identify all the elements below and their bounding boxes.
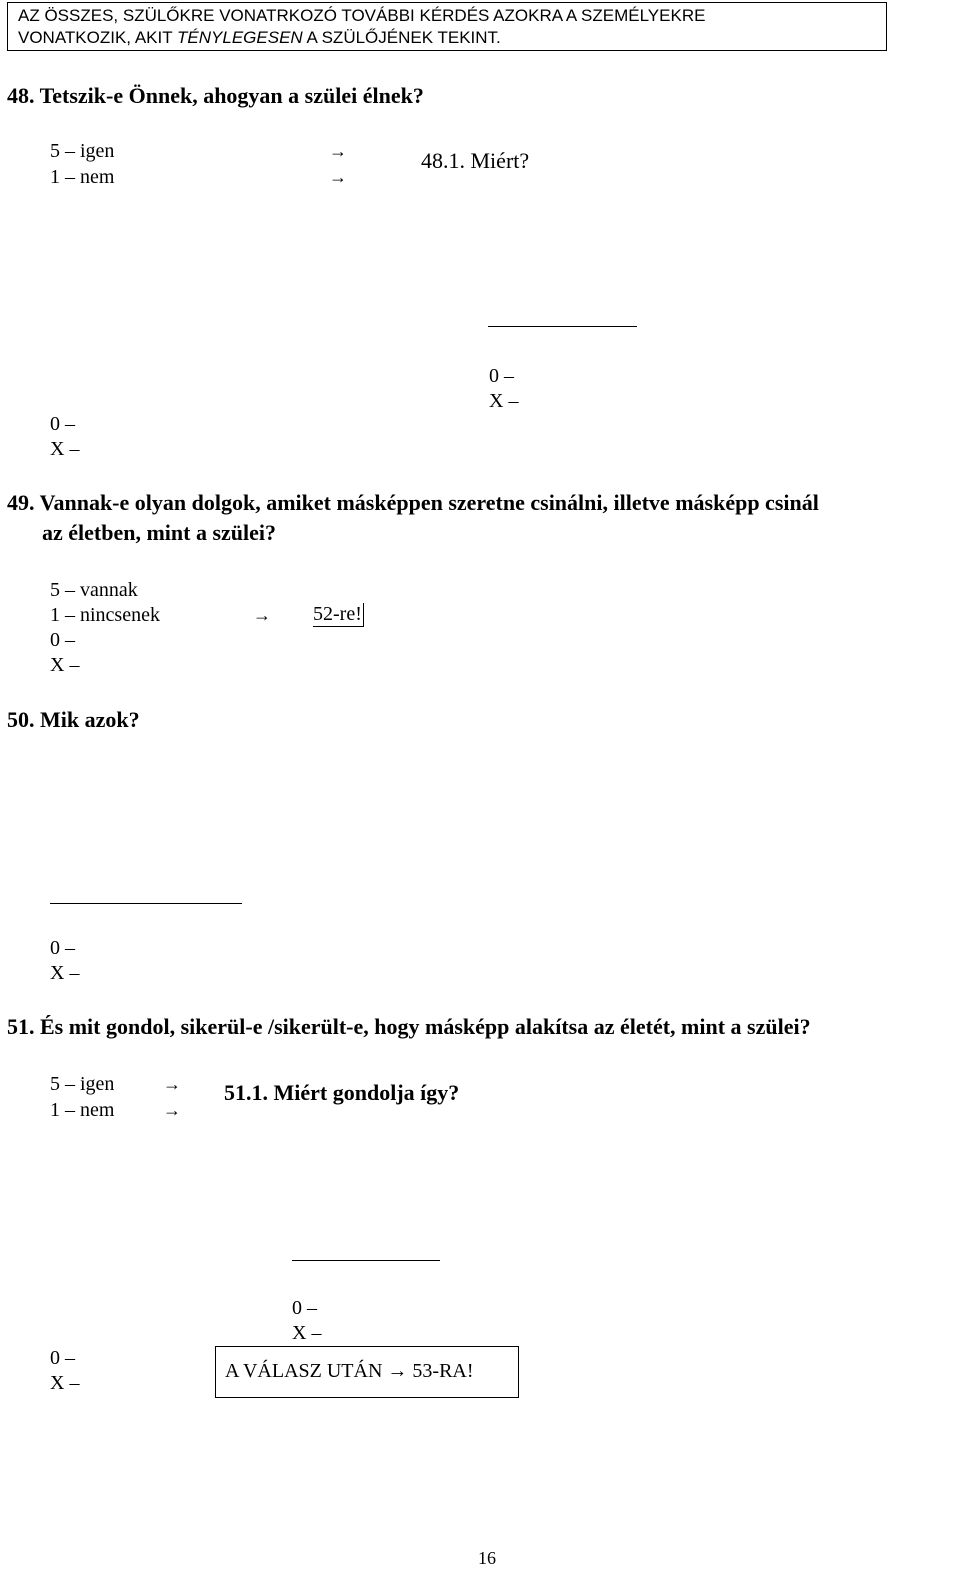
- q50-code-0[interactable]: 0 –: [50, 937, 75, 959]
- q48-code-x[interactable]: X –: [50, 438, 80, 460]
- arrow-icon: →: [253, 605, 271, 625]
- q51-title: 51. És mit gondol, sikerül-e /sikerült-e, hogy másképp alakítsa az életét, mint a szülei?: [7, 1014, 811, 1039]
- page-number: 16: [478, 1548, 496, 1568]
- q48-option-no[interactable]: 1 – nem: [50, 166, 115, 188]
- arrow-icon: →: [329, 167, 347, 187]
- q48-followup-code-0[interactable]: 0 –: [489, 365, 514, 387]
- skip-to-52-label: 52-re!: [313, 603, 362, 625]
- q49-title-line-2: az életben, mint a szülei?: [42, 520, 277, 545]
- q50-title: 50. Mik azok?: [7, 707, 140, 732]
- q48-code-0[interactable]: 0 –: [50, 413, 75, 435]
- q49-code-x[interactable]: X –: [50, 654, 80, 676]
- q50-answer-line[interactable]: [50, 903, 242, 904]
- q49-code-0[interactable]: 0 –: [50, 629, 75, 651]
- arrow-icon: →: [329, 141, 347, 161]
- q51-answer-line[interactable]: [292, 1260, 440, 1261]
- q48-followup-code-x[interactable]: X –: [489, 390, 519, 412]
- instruction-box: [7, 2, 887, 51]
- q49-option-yes[interactable]: 5 – vannak: [50, 579, 138, 601]
- q48-option-yes[interactable]: 5 – igen: [50, 140, 115, 162]
- instruction-line-2: VONATKOZIK, AKIT TÉNYLEGESEN A SZÜLŐJÉNEK TEKINT.: [18, 28, 501, 47]
- q51-code-0[interactable]: 0 –: [50, 1347, 75, 1369]
- arrow-icon: →: [163, 1100, 181, 1120]
- instruction-emphasis: TÉNYLEGESEN: [177, 28, 303, 47]
- q51-code-x[interactable]: X –: [50, 1372, 80, 1394]
- q48-followup: 48.1. Miért?: [421, 148, 530, 173]
- arrow-icon: →: [163, 1074, 181, 1094]
- q48-answer-line[interactable]: [488, 326, 637, 327]
- q51-followup-code-x[interactable]: X –: [292, 1322, 322, 1344]
- q48-title: 48. Tetszik-e Önnek, ahogyan a szülei élnek?: [7, 83, 424, 108]
- q49-title-line-1: 49. Vannak-e olyan dolgok, amiket másképpen szeretne csinálni, illetve másképp csinál: [7, 490, 819, 515]
- q51-option-yes[interactable]: 5 – igen: [50, 1073, 115, 1095]
- q51-option-no[interactable]: 1 – nem: [50, 1099, 115, 1121]
- q50-code-x[interactable]: X –: [50, 962, 80, 984]
- q49-option-no[interactable]: 1 – nincsenek: [50, 604, 160, 626]
- q51-followup-code-0[interactable]: 0 –: [292, 1297, 317, 1319]
- q51-followup: 51.1. Miért gondolja így?: [224, 1080, 460, 1105]
- skip-to-53-box: A VÁLASZ UTÁN → 53-RA!: [215, 1346, 519, 1398]
- instruction-line-1: AZ ÖSSZES, SZÜLŐKRE VONATRKOZÓ TOVÁBBI KÉRDÉS AZOKRA A SZEMÉLYEKRE: [18, 6, 706, 25]
